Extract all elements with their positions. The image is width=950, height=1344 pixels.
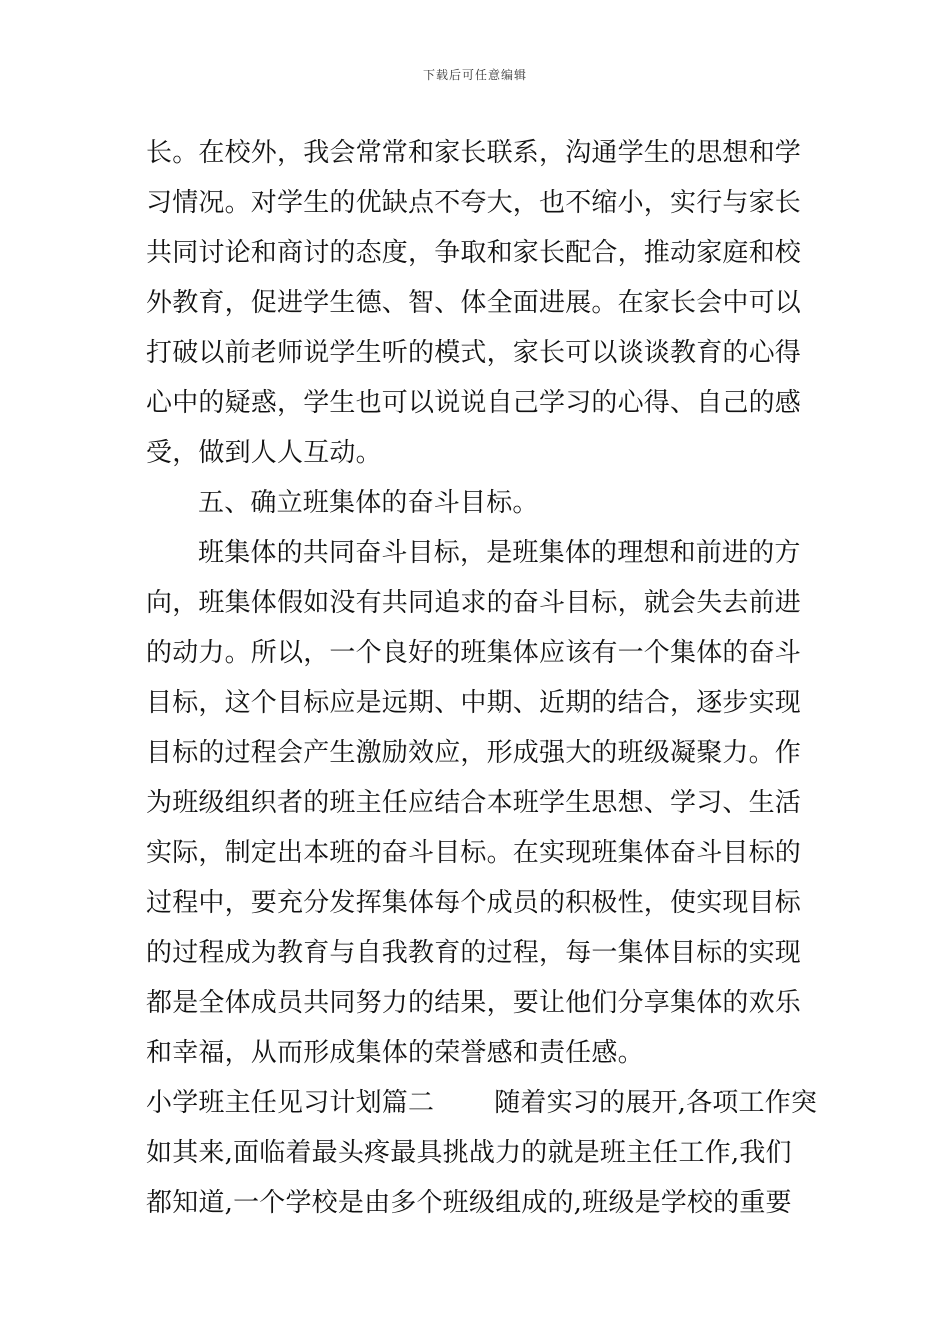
text-line: 习情况。对学生的优缺点不夸大，也不缩小，实行与家长 [146, 188, 802, 218]
text-line: 受，做到人人互动。 [146, 438, 382, 468]
text-line: 打破以前老师说学生听的模式，家长可以谈谈教育的心得 [146, 338, 802, 368]
text-line: 共同讨论和商讨的态度，争取和家长配合，推动家庭和校 [146, 238, 802, 268]
text-line: 都知道,一个学校是由多个班级组成的,班级是学校的重要 [146, 1188, 792, 1218]
text-line: 长。在校外，我会常常和家长联系，沟通学生的思想和学 [146, 138, 802, 168]
text-line: 实际，制定出本班的奋斗目标。在实现班集体奋斗目标的 [146, 838, 802, 868]
section2-title: 小学班主任见习计划篇二 [146, 1088, 435, 1118]
text-line: 目标，这个目标应是远期、中期、近期的结合，逐步实现 [146, 688, 802, 718]
text-line: 如其来,面临着最头疼最具挑战力的就是班主任工作,我们 [146, 1138, 792, 1168]
text-line: 外教育，促进学生德、智、体全面进展。在家长会中可以 [146, 288, 802, 318]
text-line: 班集体的共同奋斗目标，是班集体的理想和前进的方 [198, 538, 801, 568]
text-line: 和幸福，从而形成集体的荣誉感和责任感。 [146, 1038, 644, 1068]
text-line: 过程中，要充分发挥集体每个成员的积极性，使实现目标 [146, 888, 802, 918]
section2-title-line [146, 1078, 818, 1128]
text-line: 为班级组织者的班主任应结合本班学生思想、学习、生活 [146, 788, 802, 818]
section2-first-text: 随着实习的展开,各项工作突 [494, 1088, 818, 1118]
text-line: 的动力。所以，一个良好的班集体应该有一个集体的奋斗 [146, 638, 802, 668]
text-line: 的过程成为教育与自我教育的过程，每一集体目标的实现 [146, 938, 802, 968]
text-line: 心中的疑惑，学生也可以说说自己学习的心得、自己的感 [146, 388, 802, 418]
document-body [146, 128, 818, 1228]
page-header: 下载后可任意编辑 [422, 68, 527, 82]
section-heading: 五、确立班集体的奋斗目标。 [198, 488, 539, 518]
text-line: 向，班集体假如没有共同追求的奋斗目标，就会失去前进 [146, 588, 802, 618]
text-line: 都是全体成员共同努力的结果，要让他们分享集体的欢乐 [146, 988, 802, 1018]
text-line: 目标的过程会产生激励效应，形成强大的班级凝聚力。作 [146, 738, 802, 768]
